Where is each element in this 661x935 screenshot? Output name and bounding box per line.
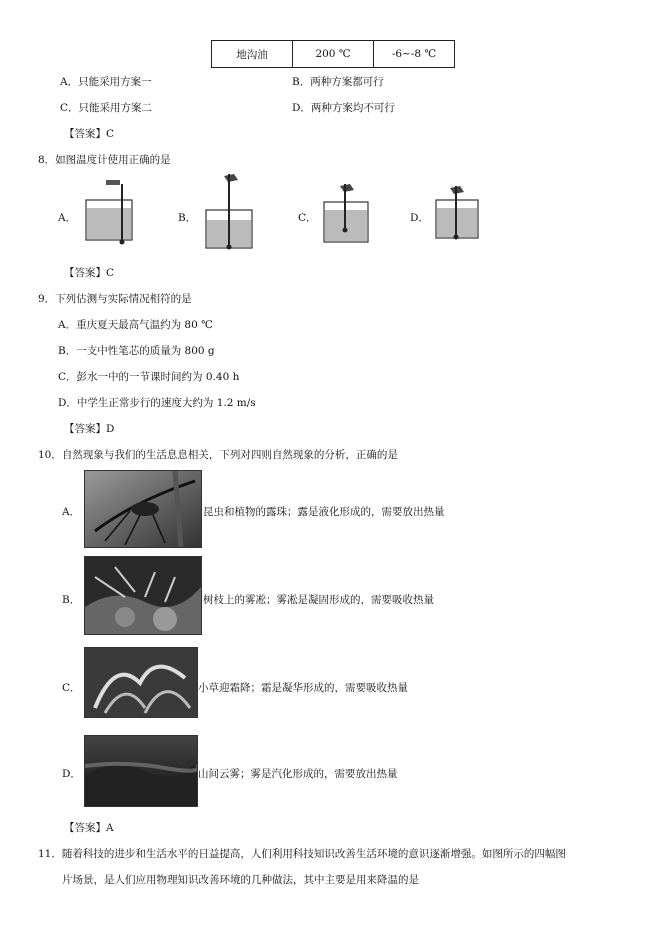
frost-photo bbox=[84, 647, 198, 718]
q7-option-b-letter: B． bbox=[292, 76, 311, 88]
q9-option-a: A．重庆夏天最高气温约为 80 ℃ bbox=[58, 319, 213, 331]
q10-label-d: D． bbox=[62, 768, 81, 780]
q8-answer: 【答案】C bbox=[64, 267, 115, 279]
oil-table bbox=[211, 40, 455, 68]
q11-stem-line2: 片场景，是人们应用物理知识改善环境的几种做法，其中主要是用来降温的是 bbox=[62, 874, 419, 886]
q10-label-b: B． bbox=[62, 594, 81, 606]
rime-photo bbox=[84, 556, 202, 635]
q7-option-d-letter: D． bbox=[292, 102, 311, 114]
q7-option-a-letter: A． bbox=[60, 76, 79, 88]
q10-option-d-text: 山间云雾；雾是汽化形成的，需要放出热量 bbox=[198, 768, 398, 780]
thermometer-clamp-a bbox=[106, 180, 120, 185]
table-cell-freezing: -6~-8 ℃ bbox=[374, 41, 455, 68]
q8-figure-b bbox=[198, 170, 260, 250]
q8-label-d: D． bbox=[410, 212, 429, 224]
q10-label-a: A． bbox=[62, 506, 81, 518]
q8-figure-a bbox=[80, 178, 142, 248]
q10-option-c-text: 小草迎霜降；霜是凝华形成的，需要吸收热量 bbox=[198, 682, 408, 694]
q7-option-a bbox=[60, 74, 152, 89]
q8-stem: 8．如图温度计使用正确的是 bbox=[38, 154, 171, 166]
dew-photo bbox=[84, 470, 202, 548]
q10-label-c: C． bbox=[62, 682, 81, 694]
q10-option-a-text: 昆虫和植物的露珠；露是液化形成的，需要放出热量 bbox=[203, 506, 445, 518]
table-cell-substance: 地沟油 bbox=[212, 41, 293, 68]
table-cell-boiling: 200 ℃ bbox=[293, 41, 374, 68]
q9-option-c: C．彭水一中的一节课时间约为 0.40 h bbox=[58, 371, 240, 383]
q10-answer: 【答案】A bbox=[64, 822, 114, 834]
q7-option-d bbox=[292, 100, 395, 115]
liquid-a bbox=[87, 208, 131, 239]
q7-option-a-text: 只能采用方案一 bbox=[78, 76, 152, 88]
q8-label-a: A． bbox=[58, 212, 77, 224]
q7-option-c-text: 只能采用方案二 bbox=[78, 102, 153, 114]
q10-option-b-text: 树枝上的雾凇；雾凇是凝固形成的，需要吸收热量 bbox=[203, 594, 434, 606]
q9-answer: 【答案】D bbox=[64, 423, 115, 435]
q8-figure-c bbox=[318, 180, 378, 246]
q9-option-b: B．一支中性笔芯的质量为 800 g bbox=[58, 345, 215, 357]
q8-label-c: C． bbox=[298, 212, 317, 224]
fog-photo bbox=[84, 735, 198, 807]
q9-stem: 9．下列估测与实际情况相符的是 bbox=[38, 293, 192, 305]
q7-option-d-text: 两种方案均不可行 bbox=[310, 102, 395, 114]
q7-option-b bbox=[292, 74, 384, 89]
q8-label-b: B． bbox=[178, 212, 197, 224]
q7-answer: 【答案】C bbox=[64, 128, 115, 140]
q8-figure-d bbox=[430, 182, 490, 244]
q7-option-c bbox=[60, 100, 152, 115]
q10-stem: 10．自然现象与我们的生活息息相关，下列对四则自然现象的分析，正确的是 bbox=[38, 449, 398, 461]
q7-option-c-letter: C． bbox=[60, 102, 79, 114]
q11-stem-line1: 11．随着科技的进步和生活水平的日益提高，人们利用科技知识改善生活环境的意识逐渐增强。如图所示的四幅图 bbox=[38, 848, 566, 860]
q7-option-b-text: 两种方案都可行 bbox=[310, 76, 384, 88]
q9-option-d: D．中学生正常步行的速度大约为 1.2 m/s bbox=[58, 397, 256, 409]
